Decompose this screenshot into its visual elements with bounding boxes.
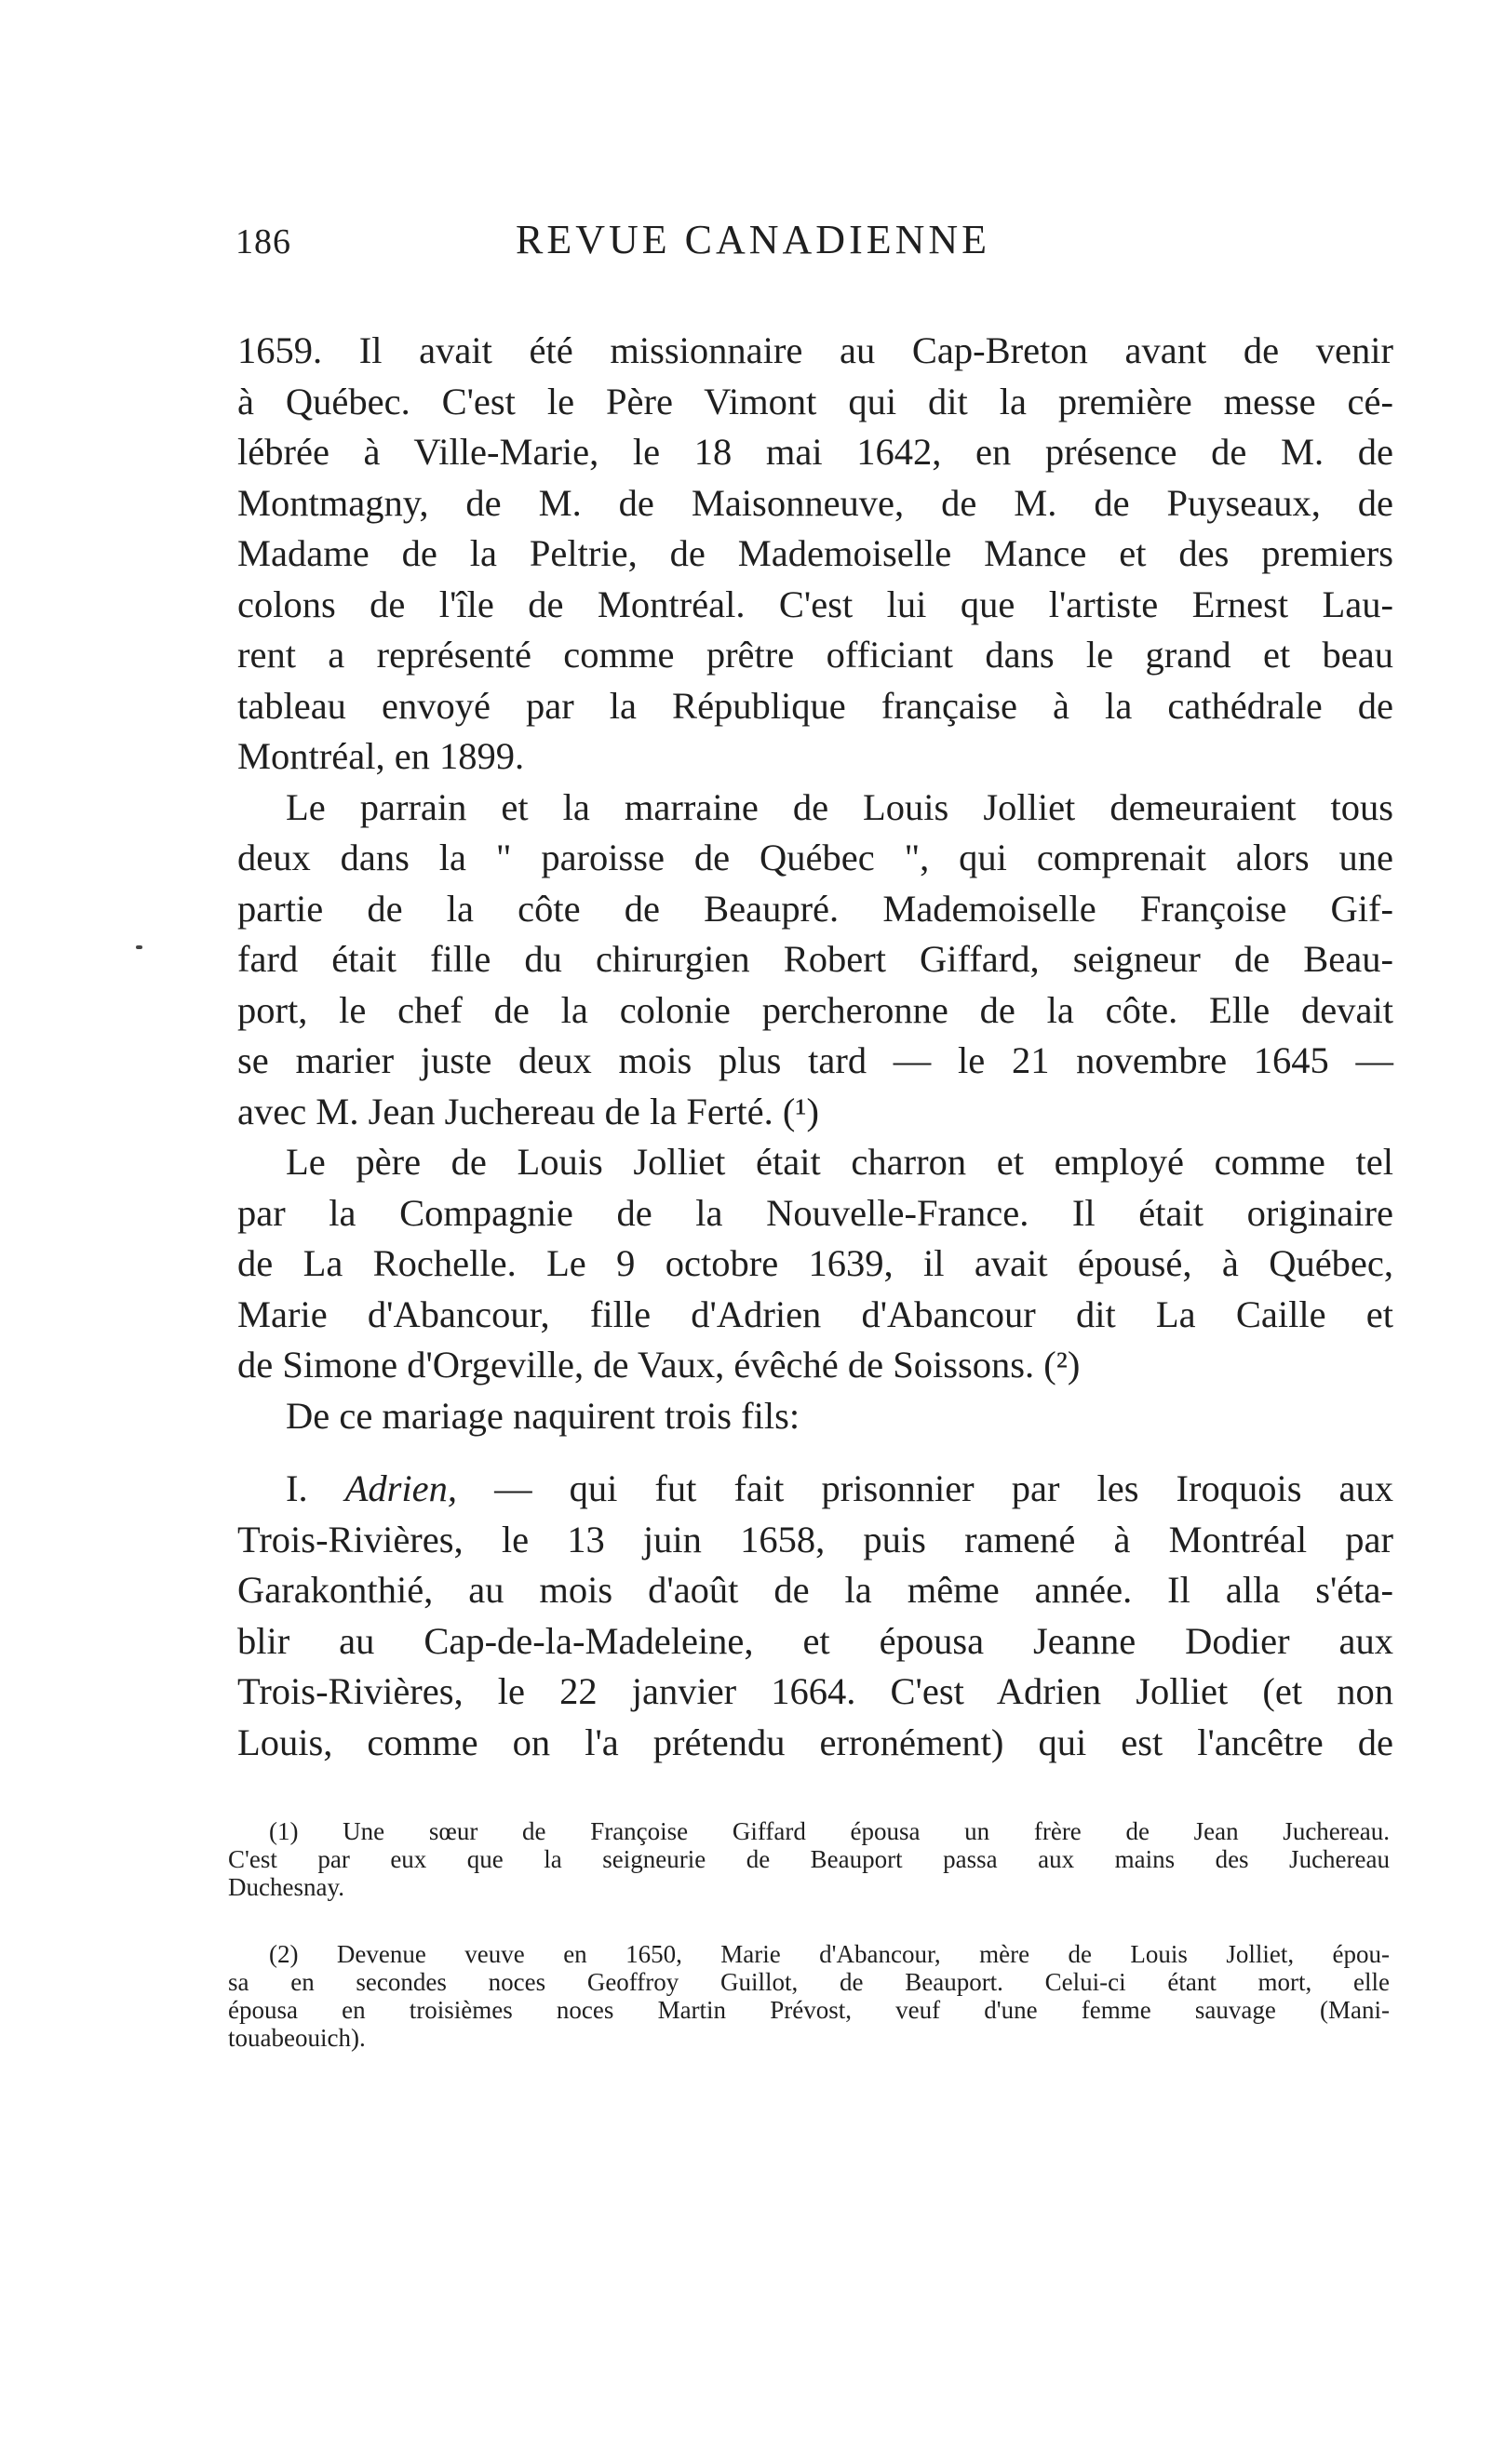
text-line: Montmagny, de M. de Maisonneuve, de M. de Puyseaux, de bbox=[237, 481, 1393, 524]
text-line: à Québec. C'est le Père Vimont qui dit la première messe cé- bbox=[237, 380, 1393, 422]
text-line: Garakonthié, au mois d'août de la même année. Il alla s'éta- bbox=[237, 1569, 1393, 1611]
list-item-adrien bbox=[237, 1464, 1393, 1515]
text-line: fard était fille du chirurgien Robert Giffard, seigneur de Beau- bbox=[237, 938, 1393, 980]
list-item-number: I. bbox=[286, 1467, 308, 1509]
text-line: Louis, comme on l'a prétendu erronément) qui est l'ancêtre de bbox=[237, 1721, 1393, 1763]
text-line: de La Rochelle. Le 9 octobre 1639, il avait épousé, à Québec, bbox=[237, 1242, 1393, 1284]
text-line: blir au Cap-de-la-Madeleine, et épousa Jeanne Dodier aux bbox=[237, 1619, 1393, 1662]
footnote-2-line: touabeouich). bbox=[228, 2024, 366, 2052]
text-line: Madame de la Peltrie, de Mademoiselle Mance et des premiers bbox=[237, 532, 1393, 574]
text-line: Le parrain et la marraine de Louis Jolliet demeuraient tous bbox=[286, 785, 1393, 828]
main-text bbox=[237, 326, 1393, 1768]
footnote-1-line: C'est par eux que la seigneurie de Beauport passa aux mains des Juchereau bbox=[228, 1845, 1390, 1873]
text-line: De ce mariage naquirent trois fils: bbox=[286, 1394, 800, 1437]
text-line: se marier juste deux mois plus tard — le 21 novembre 1645 — bbox=[237, 1039, 1393, 1081]
text-line: lébrée à Ville-Marie, le 18 mai 1642, en présence de M. de bbox=[237, 431, 1393, 473]
list-item-text: — qui fut fait prisonnier par les Iroquois aux bbox=[494, 1467, 1394, 1509]
text-line: Le père de Louis Jolliet était charron et employé comme tel bbox=[286, 1141, 1393, 1183]
text-line: par la Compagnie de la Nouvelle-France. Il était originaire bbox=[237, 1191, 1393, 1234]
text-line: colons de l'île de Montréal. C'est lui que l'artiste Ernest Lau- bbox=[237, 583, 1393, 625]
margin-mark bbox=[136, 945, 142, 949]
text-line: deux dans la " paroisse de Québec ", qui comprenait alors une bbox=[237, 837, 1393, 878]
running-title: REVUE CANADIENNE bbox=[515, 217, 991, 262]
text-line: de Simone d'Orgeville, de Vaux, évêché de Soissons. (²) bbox=[237, 1344, 1081, 1386]
footnote-2-line: sa en secondes noces Geoffroy Guillot, de Beauport. Celui-ci étant mort, elle bbox=[228, 1968, 1390, 1996]
text-line: port, le chef de la colonie percheronne de la côte. Elle devait bbox=[237, 988, 1393, 1031]
text-line: rent a représenté comme prêtre officiant dans le grand et beau bbox=[237, 634, 1393, 676]
text-line: Trois-Rivières, le 22 janvier 1664. C'est Adrien Jolliet (et non bbox=[237, 1670, 1393, 1712]
list-item-name: Adrien, bbox=[344, 1467, 458, 1509]
text-line: partie de la côte de Beaupré. Mademoiselle Françoise Gif- bbox=[237, 887, 1393, 930]
footnote-2-line: épousa en troisièmes noces Martin Prévost, veuf d'une femme sauvage (Mani- bbox=[228, 1996, 1390, 2024]
footnotes bbox=[228, 1817, 1390, 2052]
text-line: Marie d'Abancour, fille d'Adrien d'Abancour dit La Caille et bbox=[237, 1292, 1393, 1335]
text-line: 1659. Il avait été missionnaire au Cap-Breton avant de venir bbox=[237, 329, 1393, 371]
text-line: tableau envoyé par la République française à la cathédrale de bbox=[237, 684, 1393, 727]
text-line: Montréal, en 1899. bbox=[237, 735, 525, 777]
footnote-1-line: (1) Une sœur de Françoise Giffard épousa un frère de Jean Juchereau. bbox=[269, 1817, 1390, 1845]
footnote-1-line: Duchesnay. bbox=[228, 1873, 344, 1901]
text-line: avec M. Jean Juchereau de la Ferté. (¹) bbox=[237, 1090, 819, 1132]
page-number: 186 bbox=[235, 222, 291, 261]
footnote-2-line: (2) Devenue veuve en 1650, Marie d'Abancour, mère de Louis Jolliet, épou- bbox=[269, 1940, 1390, 1968]
text-line: Trois-Rivières, le 13 juin 1658, puis ramené à Montréal par bbox=[237, 1518, 1393, 1560]
